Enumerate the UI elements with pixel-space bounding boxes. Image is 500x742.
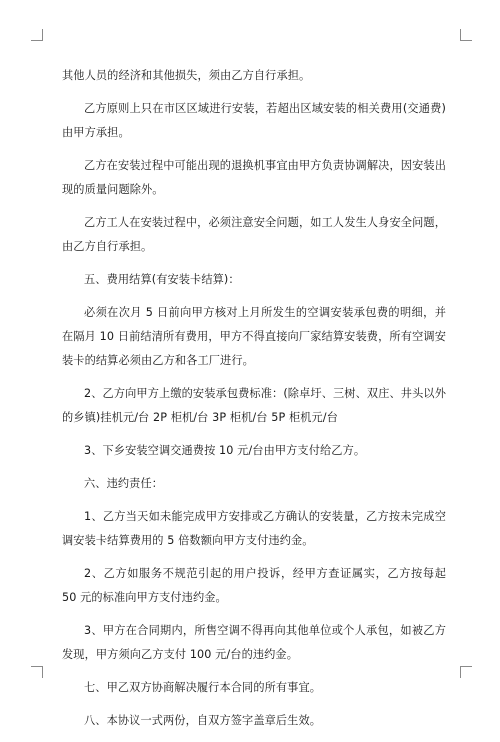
paragraph-settlement-terms: 必须在次月 5 日前向甲方核对上月所发生的空调安装承包费的明细，并在隔月 10 日前结清所有费用，甲方不得直接向厂家结算安装费，所有空调安装卡的结算必须由乙方和各工厂进行。: [62, 306, 446, 367]
crop-mark-bottom-right: [460, 666, 472, 678]
paragraph-effectiveness: 八、本协议一式两份，自双方签字盖章后生效。: [84, 714, 322, 727]
paragraph-fee-standard: 2、乙方向甲方上缴的安装承包费标准：(除卓圩、三树、双庄、井头以外的乡镇)挂机元/台 2P 柜机/台 3P 柜机/台 5P 柜机元/台: [62, 387, 446, 424]
crop-mark-top-right: [460, 29, 472, 41]
paragraph-exchange-coordination: 乙方在安装过程中可能出现的退换机事宜由甲方负责协调解决，因安装出现的质量问题除外。: [62, 159, 446, 196]
section-heading-breach: 六、违约责任：: [84, 477, 164, 490]
document-body: [62, 64, 446, 742]
paragraph-negotiation: 七、甲乙双方协商解决履行本合同的所有事宜。: [84, 681, 322, 694]
paragraph-worker-safety: 乙方工人在安装过程中，必须注意安全问题，如工人发生人身安全问题，由乙方自行承担。: [62, 216, 446, 253]
paragraph-breach-quota: 1、乙方当天如未能完成甲方安排或乙方确认的安装量，乙方按未完成空调安装卡结算费用的 5 倍数额向甲方支付违约金。: [62, 510, 446, 547]
paragraph-liability-continuation: 其他人员的经济和其他损失，须由乙方自行承担。: [62, 69, 311, 82]
crop-mark-top-left: [31, 29, 43, 41]
section-heading-settlement: 五、费用结算(有安装卡结算)：: [84, 273, 240, 286]
paragraph-install-area: 乙方原则上只在市区区域进行安装，若超出区域安装的相关费用(交通费)由甲方承担。: [62, 102, 446, 139]
crop-mark-bottom-left: [31, 666, 43, 678]
paragraph-breach-subcontract: 3、甲方在合同期内，所售空调不得再向其他单位或个人承包，如被乙方发现，甲方须向乙方支付 100 元/台的违约金。: [62, 624, 446, 661]
paragraph-breach-complaint: 2、乙方如服务不规范引起的用户投诉，经甲方查证属实，乙方按每起 50 元的标准向甲方支付违约金。: [62, 567, 446, 604]
paragraph-travel-fee: 3、下乡安装空调交通费按 10 元/台由甲方支付给乙方。: [84, 444, 366, 457]
